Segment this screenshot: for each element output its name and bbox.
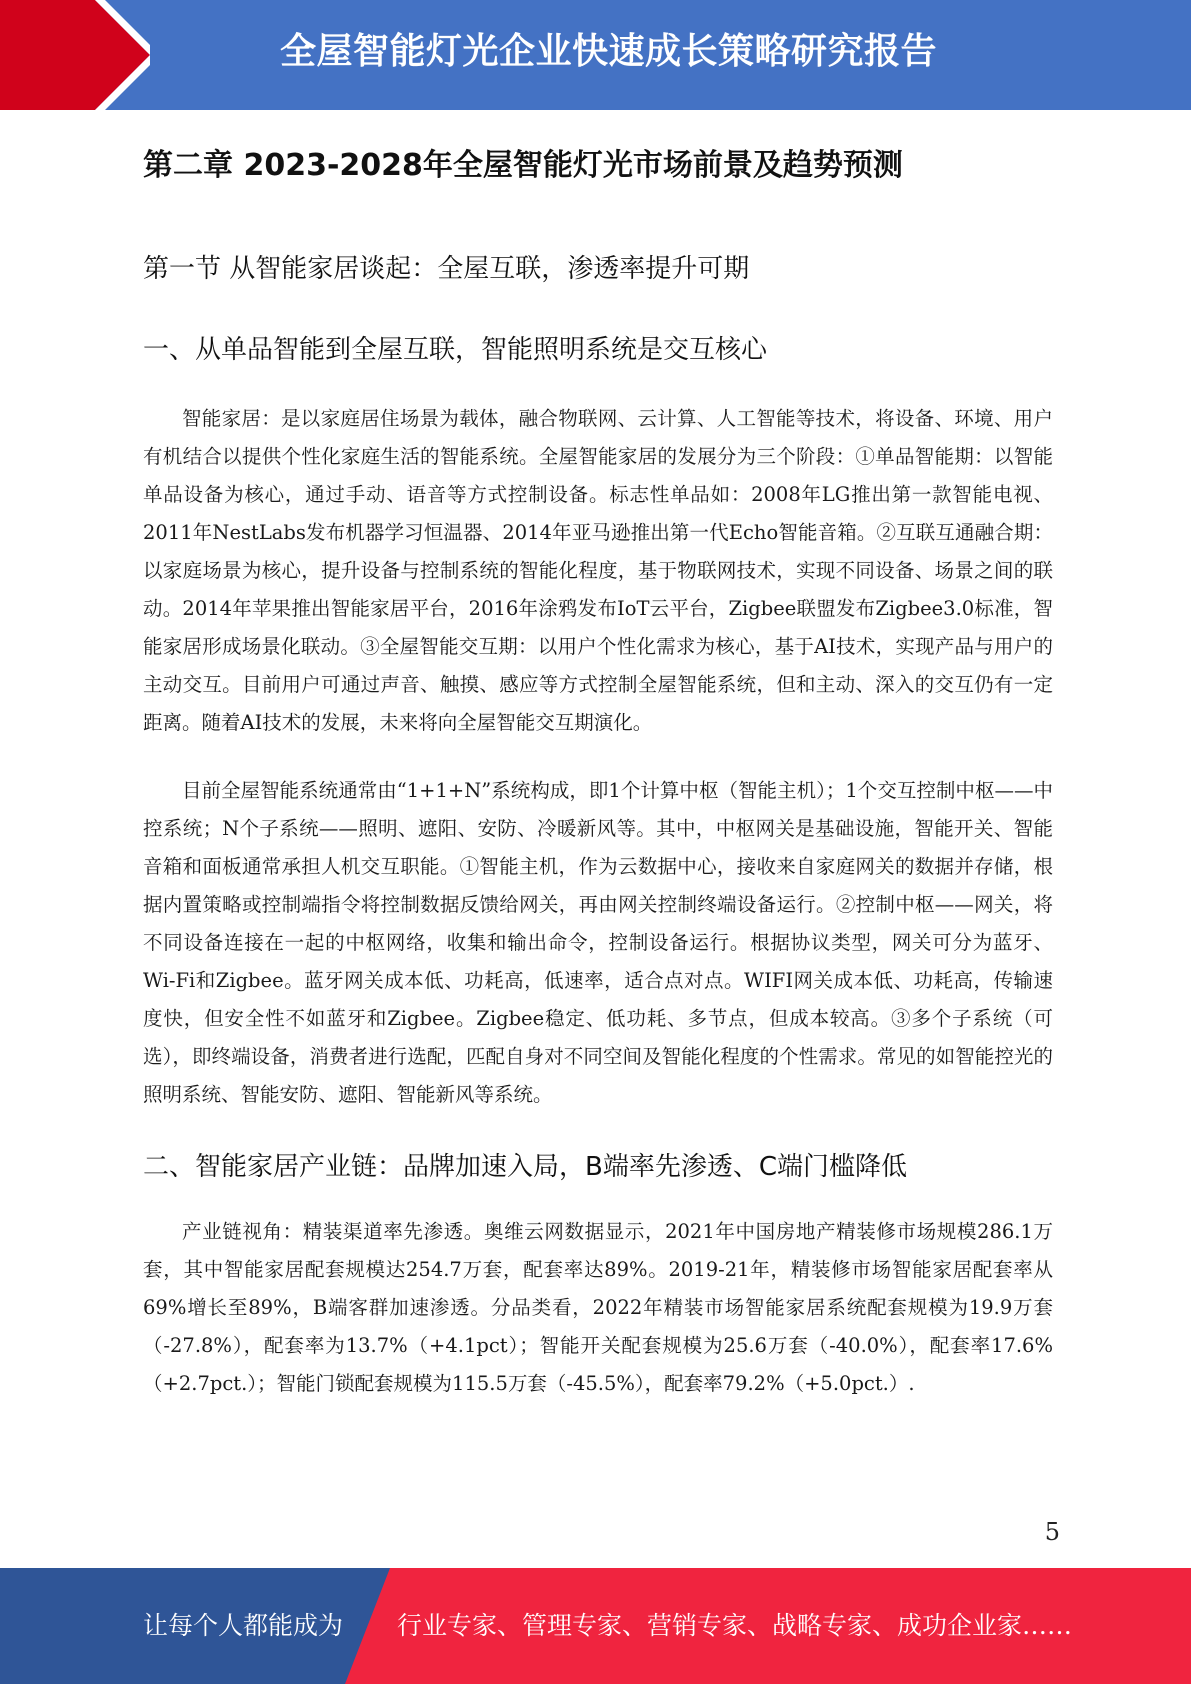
paragraph-smart-home: 智能家居：是以家庭居住场景为载体，融合物联网、云计算、人工智能等技术，将设备、环境、用户有机结合以提供个性化家庭生活的智能系统。全屋智能家居的发展分为三个阶段：①单品智能期：以智能单品设备为核心，通过手动、语音等方式控制设备。标志性单品如：2008年LG推出第一款智能电视、2011年NestLabs发布机器学习恒温器、2014年亚马逊推出第一代Echo智能音箱。②互联互通融合期：以家庭场景为核心，提升设备与控制系统的智能化程度，基于物联网技术，实现不同设备、场景之间的联动。2014年苹果推出智能家居平台，2016年涂鸦发布IoT云平台，Zigbee联盟发布Zigbee3.0标准，智能家居形成场景化联动。③全屋智能交互期：以用户个性化需求为核心，基于AI技术，实现产品与用户的主动交互。目前用户可通过声音、触摸、感应等方式控制全屋智能系统，但和主动、深入的交互仍有一定距离。随着AI技术的发展，未来将向全屋智能交互期演化。 — [143, 407, 1053, 734]
footer-slogan-left: 让每个人都能成为 — [143, 1611, 344, 1640]
page-content — [143, 120, 1053, 1403]
report-title: 全屋智能灯光企业快速成长策略研究报告 — [280, 31, 938, 72]
paragraph-system-structure: 目前全屋智能系统通常由“1+1+N”系统构成，即1个计算中枢（智能主机）；1个交互控制中枢——中控系统；N个子系统——照明、遮阳、安防、冷暖新风等。其中，中枢网关是基础设施，智能开关、智能音箱和面板通常承担人机交互职能。①智能主机，作为云数据中心，接收来自家庭网关的数据并存储，根据内置策略或控制端指令将控制数据反馈给网关，再由网关控制终端设备运行。②控制中枢——网关，将不同设备连接在一起的中枢网络，收集和输出命令，控制设备运行。根据协议类型，网关可分为蓝牙、Wi-Fi和Zigbee。蓝牙网关成本低、功耗高，低速率，适合点对点。WIFI网关成本低、功耗高，传输速度快，但安全性不如蓝牙和Zigbee。Zigbee稳定、低功耗、多节点，但成本较高。③多个子系统（可选），即终端设备，消费者进行选配，匹配自身对不同空间及智能化程度的个性需求。常见的如智能控光的照明系统、智能安防、遮阳、智能新风等系统。 — [143, 779, 1053, 1106]
page-number: 5 — [1044, 1518, 1060, 1546]
header-arrow-shape — [0, 0, 150, 110]
footer-banner — [0, 1568, 1191, 1684]
subsection-1-title: 一、从单品智能到全屋互联，智能照明系统是交互核心 — [143, 335, 768, 365]
header-banner — [0, 0, 1191, 110]
chapter-title: 第二章 2023-2028年全屋智能灯光市场前景及趋势预测 — [143, 148, 903, 183]
section-title: 第一节 从智能家居谈起：全屋互联，渗透率提升可期 — [143, 254, 750, 284]
paragraph-industry-chain: 产业链视角：精装渠道率先渗透。奥维云网数据显示，2021年中国房地产精装修市场规模286.1万套，其中智能家居配套规模达254.7万套，配套率达89%。2019-21年，精装修市场智能家居配套率从69%增长至89%，B端客群加速渗透。分品类看，2022年精装市场智能家居系统配套规模为19.9万套（-27.8%），配套率为13.7%（+4.1pct）；智能开关配套规模为25.6万套（-40.0%），配套率17.6%（+2.7pct.）；智能门锁配套规模为115.5万套（-45.5%），配套率79.2%（+5.0pct.）. — [143, 1220, 1053, 1395]
subsection-2-title: 二、智能家居产业链：品牌加速入局，B端率先渗透、C端门槛降低 — [143, 1152, 907, 1182]
footer-slogan-right: 行业专家、管理专家、营销专家、战略专家、成功企业家…… — [397, 1611, 1073, 1640]
